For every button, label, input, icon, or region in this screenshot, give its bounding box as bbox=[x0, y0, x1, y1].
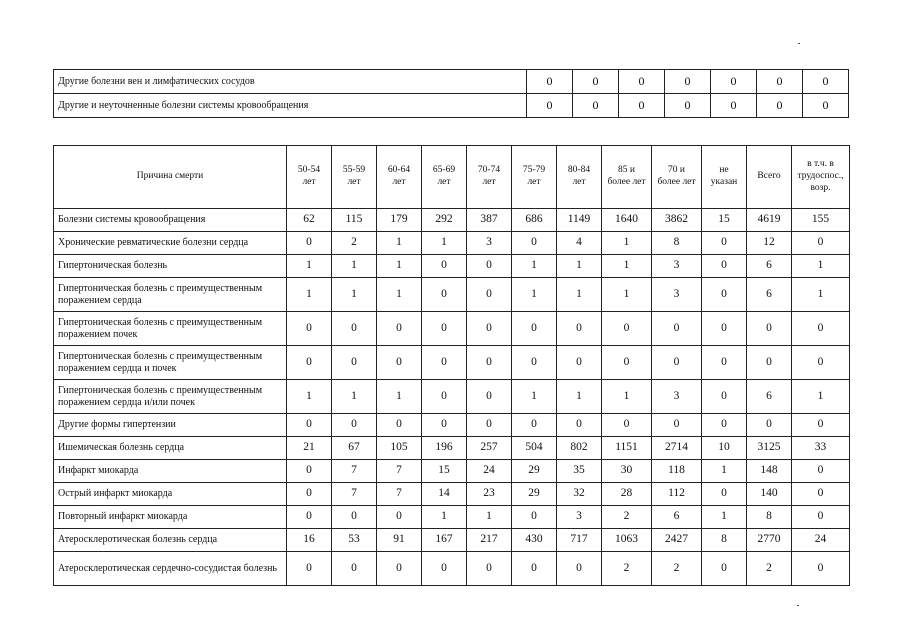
table-cell: 0 bbox=[792, 460, 850, 483]
table-cell: 0 bbox=[422, 552, 467, 586]
table-cell: 30 bbox=[602, 460, 652, 483]
table-cell: 0 bbox=[467, 552, 512, 586]
column-header: 80-84 лет bbox=[557, 146, 602, 209]
table-cell: 14 bbox=[422, 483, 467, 506]
table-cell: 7 bbox=[377, 483, 422, 506]
table-cell: 140 bbox=[747, 483, 792, 506]
table-cell: 1 bbox=[377, 380, 422, 414]
table-cell: 0 bbox=[422, 346, 467, 380]
table-cell: 28 bbox=[602, 483, 652, 506]
table-cell: 0 bbox=[422, 278, 467, 312]
table-row bbox=[54, 346, 850, 380]
table-cell: 0 bbox=[467, 255, 512, 278]
table-cell: 0 bbox=[652, 312, 702, 346]
table-cell: 0 bbox=[573, 70, 619, 94]
table-cell: 1 bbox=[792, 255, 850, 278]
table-cell: 0 bbox=[803, 94, 849, 118]
table-cell: 1 bbox=[557, 278, 602, 312]
table-cell: 0 bbox=[557, 312, 602, 346]
table-cell: 2427 bbox=[652, 529, 702, 552]
table-cell: 0 bbox=[792, 552, 850, 586]
table-cell: 504 bbox=[512, 437, 557, 460]
table-cell: 148 bbox=[747, 460, 792, 483]
table-cell: 4619 bbox=[747, 209, 792, 232]
table-cell: 0 bbox=[747, 312, 792, 346]
table-cell: 1 bbox=[422, 506, 467, 529]
table-cell: 8 bbox=[702, 529, 747, 552]
row-label: Инфаркт миокарда bbox=[54, 460, 287, 483]
column-header: 60-64 лет bbox=[377, 146, 422, 209]
table-cell: 0 bbox=[665, 70, 711, 94]
table-cell: 1151 bbox=[602, 437, 652, 460]
table-cell: 0 bbox=[377, 312, 422, 346]
table-cell: 2770 bbox=[747, 529, 792, 552]
table-cell: 24 bbox=[792, 529, 850, 552]
table-cell: 32 bbox=[557, 483, 602, 506]
table-cell: 1 bbox=[792, 278, 850, 312]
table-cell: 3 bbox=[652, 278, 702, 312]
table-cell: 0 bbox=[757, 94, 803, 118]
table-cell: 0 bbox=[602, 312, 652, 346]
table-cell: 0 bbox=[527, 70, 573, 94]
table-cell: 0 bbox=[702, 232, 747, 255]
table-cell: 0 bbox=[377, 346, 422, 380]
table-cell: 0 bbox=[377, 552, 422, 586]
table-row bbox=[54, 414, 850, 437]
table-cell: 717 bbox=[557, 529, 602, 552]
table-cell: 67 bbox=[332, 437, 377, 460]
table-cell: 0 bbox=[702, 255, 747, 278]
table-cell: 0 bbox=[702, 346, 747, 380]
table-cell: 0 bbox=[702, 312, 747, 346]
table-row bbox=[54, 460, 850, 483]
table-cell: 29 bbox=[512, 460, 557, 483]
table-cell: 1 bbox=[602, 380, 652, 414]
row-label: Гипертоническая болезнь с преимущественным поражением почек bbox=[54, 312, 287, 346]
table-cell: 105 bbox=[377, 437, 422, 460]
table-cell: 0 bbox=[422, 312, 467, 346]
table-cell: 0 bbox=[332, 346, 377, 380]
table-cell: 115 bbox=[332, 209, 377, 232]
table-cell: 0 bbox=[619, 70, 665, 94]
table-cell: 1 bbox=[287, 255, 332, 278]
table-cell: 0 bbox=[287, 346, 332, 380]
table-cell: 12 bbox=[747, 232, 792, 255]
table-cell: 3862 bbox=[652, 209, 702, 232]
table-row bbox=[54, 529, 850, 552]
table-cell: 3 bbox=[467, 232, 512, 255]
column-header: Всего bbox=[747, 146, 792, 209]
column-header: 50-54 лет bbox=[287, 146, 332, 209]
table-cell: 0 bbox=[422, 380, 467, 414]
table-cell: 7 bbox=[332, 460, 377, 483]
table-cell: 0 bbox=[652, 346, 702, 380]
table-cell: 118 bbox=[652, 460, 702, 483]
top-table bbox=[53, 69, 849, 118]
table-cell: 2 bbox=[602, 552, 652, 586]
table-row bbox=[54, 278, 850, 312]
table-cell: 0 bbox=[332, 552, 377, 586]
table-cell: 53 bbox=[332, 529, 377, 552]
table-cell: 23 bbox=[467, 483, 512, 506]
table-cell: 0 bbox=[422, 255, 467, 278]
table-cell: 0 bbox=[602, 414, 652, 437]
table-cell: 3 bbox=[652, 255, 702, 278]
row-label: Гипертоническая болезнь с преимущественным поражением сердца bbox=[54, 278, 287, 312]
table-cell: 0 bbox=[467, 414, 512, 437]
table-cell: 196 bbox=[422, 437, 467, 460]
table-row bbox=[54, 94, 849, 118]
row-label: Ишемическая болезнь сердца bbox=[54, 437, 287, 460]
table-cell: 0 bbox=[702, 380, 747, 414]
table-cell: 0 bbox=[602, 346, 652, 380]
table-cell: 0 bbox=[512, 346, 557, 380]
column-header: 55-59 лет bbox=[332, 146, 377, 209]
table-cell: 0 bbox=[287, 483, 332, 506]
table-cell: 1 bbox=[602, 232, 652, 255]
table-cell: 1 bbox=[422, 232, 467, 255]
table-cell: 1640 bbox=[602, 209, 652, 232]
table-cell: 91 bbox=[377, 529, 422, 552]
table-cell: 2 bbox=[747, 552, 792, 586]
table-cell: 1 bbox=[287, 278, 332, 312]
row-label: Другие болезни вен и лимфатических сосудов bbox=[54, 70, 527, 94]
table-cell: 7 bbox=[332, 483, 377, 506]
row-label: Повторный инфаркт миокарда bbox=[54, 506, 287, 529]
table-cell: 1 bbox=[702, 506, 747, 529]
table-cell: 8 bbox=[747, 506, 792, 529]
table-cell: 802 bbox=[557, 437, 602, 460]
column-header: не указан bbox=[702, 146, 747, 209]
table-cell: 112 bbox=[652, 483, 702, 506]
table-cell: 0 bbox=[512, 552, 557, 586]
table-cell: 1 bbox=[512, 255, 557, 278]
table-cell: 0 bbox=[792, 483, 850, 506]
table-cell: 0 bbox=[665, 94, 711, 118]
table-row bbox=[54, 232, 850, 255]
table-cell: 1 bbox=[377, 232, 422, 255]
scan-speck bbox=[797, 605, 799, 606]
table-cell: 0 bbox=[287, 232, 332, 255]
table-cell: 0 bbox=[747, 346, 792, 380]
table-cell: 1 bbox=[467, 506, 512, 529]
table-cell: 6 bbox=[747, 255, 792, 278]
table-cell: 2 bbox=[602, 506, 652, 529]
table-row bbox=[54, 506, 850, 529]
row-label: Гипертоническая болезнь с преимущественным поражением сердца и почек bbox=[54, 346, 287, 380]
table-cell: 0 bbox=[702, 483, 747, 506]
table-cell: 686 bbox=[512, 209, 557, 232]
table-cell: 10 bbox=[702, 437, 747, 460]
table-row bbox=[54, 70, 849, 94]
table-cell: 8 bbox=[652, 232, 702, 255]
row-label: Другие формы гипертензии bbox=[54, 414, 287, 437]
table-cell: 1 bbox=[377, 255, 422, 278]
table-cell: 0 bbox=[287, 506, 332, 529]
table-cell: 155 bbox=[792, 209, 850, 232]
header-cause: Причина смерти bbox=[54, 146, 287, 209]
table-cell: 0 bbox=[527, 94, 573, 118]
table-row bbox=[54, 437, 850, 460]
column-header: 70-74 лет bbox=[467, 146, 512, 209]
column-header: 70 и более лет bbox=[652, 146, 702, 209]
row-label: Гипертоническая болезнь с преимущественным поражением сердца и/или почек bbox=[54, 380, 287, 414]
table-cell: 0 bbox=[557, 414, 602, 437]
table-cell: 0 bbox=[512, 506, 557, 529]
table-cell: 0 bbox=[287, 414, 332, 437]
top-table-body bbox=[54, 70, 849, 118]
table-cell: 15 bbox=[702, 209, 747, 232]
table-cell: 0 bbox=[573, 94, 619, 118]
table-cell: 1 bbox=[512, 278, 557, 312]
row-label: Хронические ревматические болезни сердца bbox=[54, 232, 287, 255]
table-cell: 387 bbox=[467, 209, 512, 232]
table-cell: 257 bbox=[467, 437, 512, 460]
table-cell: 167 bbox=[422, 529, 467, 552]
table-cell: 0 bbox=[467, 278, 512, 312]
table-cell: 4 bbox=[557, 232, 602, 255]
table-cell: 0 bbox=[757, 70, 803, 94]
table-cell: 0 bbox=[422, 414, 467, 437]
table-cell: 6 bbox=[747, 278, 792, 312]
table-cell: 6 bbox=[652, 506, 702, 529]
table-cell: 0 bbox=[512, 312, 557, 346]
table-cell: 0 bbox=[467, 380, 512, 414]
row-label: Атеросклеротическая болезнь сердца bbox=[54, 529, 287, 552]
table-cell: 1 bbox=[792, 380, 850, 414]
table-cell: 21 bbox=[287, 437, 332, 460]
table-cell: 292 bbox=[422, 209, 467, 232]
row-label: Болезни системы кровообращения bbox=[54, 209, 287, 232]
table-cell: 1 bbox=[377, 278, 422, 312]
table-cell: 1 bbox=[332, 380, 377, 414]
table-cell: 2 bbox=[652, 552, 702, 586]
table-cell: 0 bbox=[792, 414, 850, 437]
table-cell: 179 bbox=[377, 209, 422, 232]
table-cell: 0 bbox=[377, 506, 422, 529]
table-cell: 3 bbox=[652, 380, 702, 414]
table-cell: 0 bbox=[792, 506, 850, 529]
table-cell: 0 bbox=[711, 94, 757, 118]
table-cell: 1 bbox=[332, 278, 377, 312]
table-cell: 33 bbox=[792, 437, 850, 460]
scan-speck bbox=[798, 43, 800, 44]
table-cell: 0 bbox=[332, 312, 377, 346]
table-cell: 0 bbox=[702, 552, 747, 586]
column-header: 85 и более лет bbox=[602, 146, 652, 209]
table-cell: 3 bbox=[557, 506, 602, 529]
table-cell: 0 bbox=[332, 414, 377, 437]
table-cell: 0 bbox=[711, 70, 757, 94]
row-label: Другие и неуточненные болезни системы кровообращения bbox=[54, 94, 527, 118]
table-row bbox=[54, 209, 850, 232]
table-row bbox=[54, 312, 850, 346]
header-row bbox=[54, 146, 850, 209]
table-cell: 1149 bbox=[557, 209, 602, 232]
table-cell: 0 bbox=[557, 346, 602, 380]
table-cell: 2714 bbox=[652, 437, 702, 460]
table-row bbox=[54, 552, 850, 586]
table-cell: 15 bbox=[422, 460, 467, 483]
table-cell: 0 bbox=[287, 460, 332, 483]
table-cell: 0 bbox=[287, 552, 332, 586]
table-cell: 1 bbox=[512, 380, 557, 414]
table-cell: 0 bbox=[332, 506, 377, 529]
table-cell: 0 bbox=[377, 414, 422, 437]
table-cell: 0 bbox=[467, 346, 512, 380]
table-cell: 0 bbox=[512, 414, 557, 437]
table-cell: 217 bbox=[467, 529, 512, 552]
column-header: 75-79 лет bbox=[512, 146, 557, 209]
table-cell: 1 bbox=[557, 255, 602, 278]
row-label: Гипертоническая болезнь bbox=[54, 255, 287, 278]
table-cell: 0 bbox=[747, 414, 792, 437]
table-cell: 62 bbox=[287, 209, 332, 232]
row-label: Острый инфаркт миокарда bbox=[54, 483, 287, 506]
table-cell: 0 bbox=[619, 94, 665, 118]
table-row bbox=[54, 483, 850, 506]
mortality-table-body bbox=[54, 209, 850, 586]
table-cell: 16 bbox=[287, 529, 332, 552]
column-header: 65-69 лет bbox=[422, 146, 467, 209]
table-row bbox=[54, 255, 850, 278]
table-cell: 1 bbox=[332, 255, 377, 278]
column-header: в т.ч. в трудоспос., возр. bbox=[792, 146, 850, 209]
table-cell: 1063 bbox=[602, 529, 652, 552]
table-cell: 6 bbox=[747, 380, 792, 414]
table-cell: 0 bbox=[287, 312, 332, 346]
table-cell: 1 bbox=[287, 380, 332, 414]
table-cell: 430 bbox=[512, 529, 557, 552]
table-cell: 0 bbox=[792, 346, 850, 380]
table-cell: 2 bbox=[332, 232, 377, 255]
table-cell: 1 bbox=[602, 278, 652, 312]
table-cell: 0 bbox=[557, 552, 602, 586]
table-cell: 24 bbox=[467, 460, 512, 483]
table-cell: 7 bbox=[377, 460, 422, 483]
table-cell: 29 bbox=[512, 483, 557, 506]
table-cell: 1 bbox=[702, 460, 747, 483]
table-row bbox=[54, 380, 850, 414]
table-cell: 1 bbox=[557, 380, 602, 414]
table-cell: 3125 bbox=[747, 437, 792, 460]
table-cell: 0 bbox=[512, 232, 557, 255]
row-label: Атеросклеротическая сердечно-сосудистая болезнь bbox=[54, 552, 287, 586]
table-cell: 0 bbox=[467, 312, 512, 346]
mortality-table bbox=[53, 145, 850, 586]
table-cell: 0 bbox=[792, 232, 850, 255]
table-cell: 0 bbox=[652, 414, 702, 437]
table-cell: 0 bbox=[702, 278, 747, 312]
table-cell: 0 bbox=[702, 414, 747, 437]
table-cell: 0 bbox=[792, 312, 850, 346]
table-cell: 0 bbox=[803, 70, 849, 94]
table-cell: 1 bbox=[602, 255, 652, 278]
table-cell: 35 bbox=[557, 460, 602, 483]
